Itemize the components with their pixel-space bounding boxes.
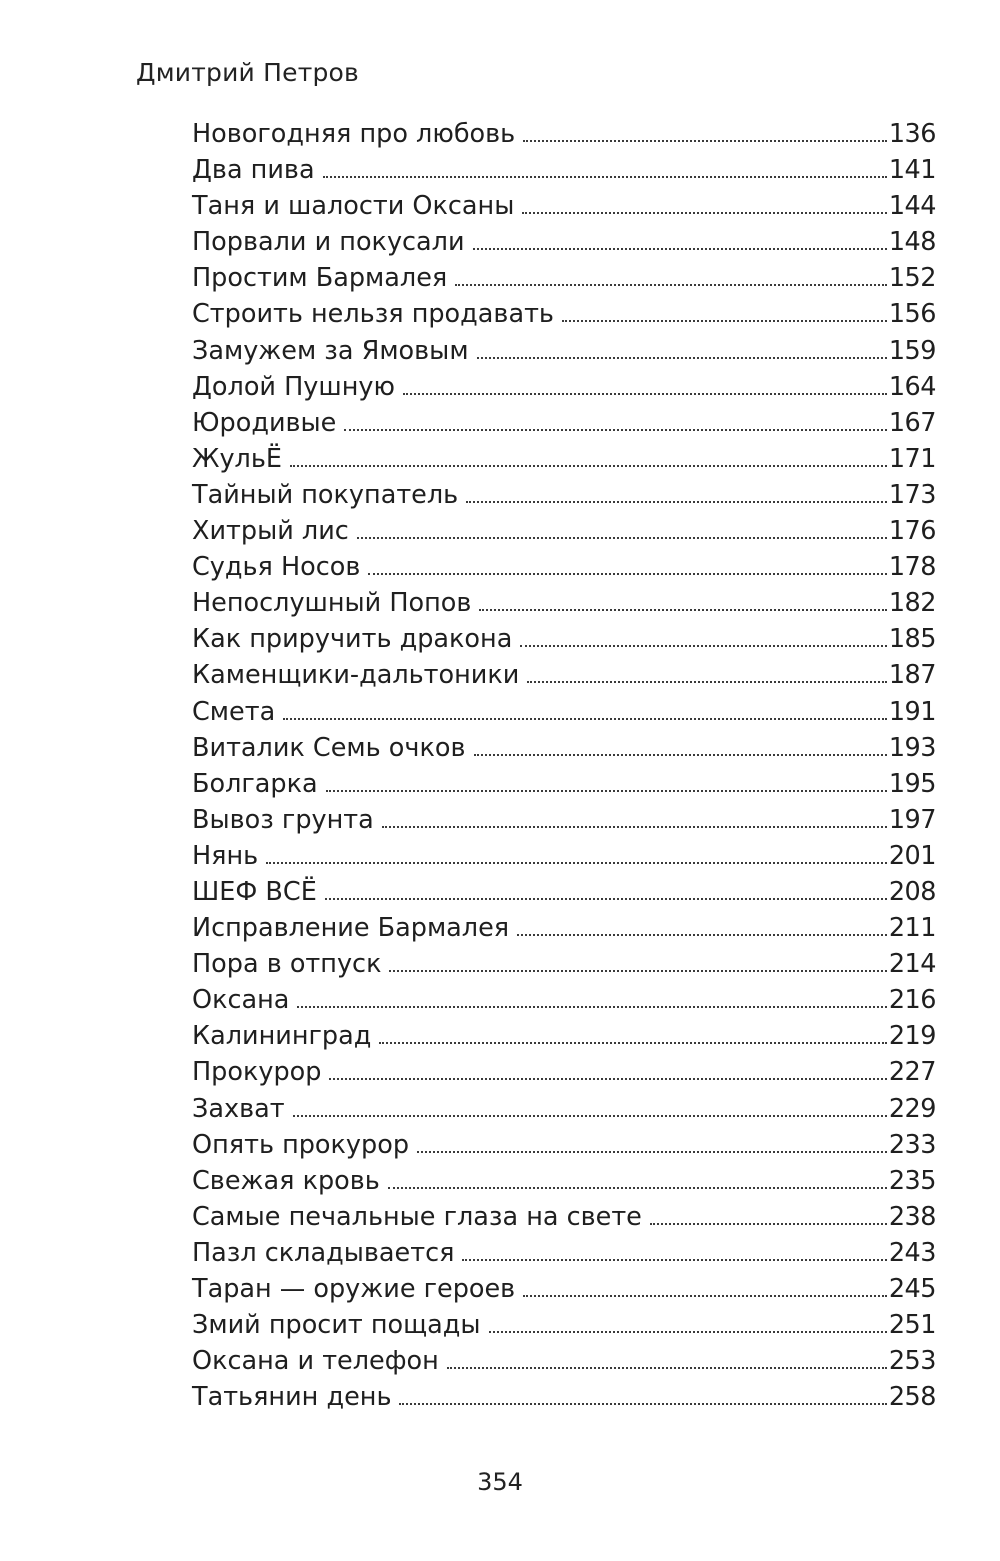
toc-entry [192,982,936,1018]
toc-entry [192,1199,936,1235]
toc-dot-leader [389,970,886,972]
toc-entry-title: Опять прокурор [192,1129,409,1160]
toc-dot-leader [344,429,886,431]
toc-dot-leader [399,1403,886,1405]
toc-entry-title: ЖульЁ [192,443,282,474]
toc-dot-leader [325,898,887,900]
toc-dot-leader [522,212,886,214]
toc-entry-title: Виталик Семь очков [192,732,466,763]
toc-entry-page: 148 [888,227,936,258]
toc-entry-title: Змий просит пощады [192,1310,481,1341]
toc-dot-leader [527,681,886,683]
toc-dot-leader [489,1331,887,1333]
toc-dot-leader [329,1078,886,1080]
toc-entry-page: 245 [888,1274,936,1304]
toc-entry-page: 216 [888,985,936,1016]
toc-entry [192,766,936,802]
toc-dot-leader [562,320,887,322]
toc-dot-leader [466,501,887,503]
toc-entry-page: 173 [888,479,936,510]
toc-entry [192,1307,936,1343]
toc-entry-page: 182 [888,588,936,619]
toc-entry-page: 156 [888,299,936,330]
toc-entry-page: 233 [888,1129,936,1160]
toc-entry [192,657,936,693]
toc-entry-title: Пора в отпуск [192,949,382,980]
toc-entry [192,730,936,766]
toc-entry-page: 227 [888,1057,936,1088]
toc-entry [192,405,936,441]
toc-dot-leader [283,718,887,720]
toc-entry-title: Вывоз грунта [192,804,374,835]
toc-entry-page: 197 [888,804,936,835]
toc-entry-page: 152 [888,263,936,294]
toc-entry [192,116,936,152]
toc-dot-leader [447,1367,887,1369]
toc-entry-page: 258 [888,1382,936,1413]
toc-entry [192,369,936,405]
toc-entry-title: Смета [192,696,276,727]
toc-entry [192,1054,936,1090]
toc-entry-title: Замужем за Ямовым [192,335,469,366]
toc-entry [192,802,936,838]
toc-dot-leader [357,537,887,539]
toc-entry-title: Оксана и телефон [192,1346,439,1377]
toc-entry [192,874,936,910]
toc-entry-title: Захват [192,1093,285,1124]
toc-entry-title: Нянь [192,840,259,871]
toc-entry-title: Тайный покупатель [192,479,459,510]
toc-entry-title: Хитрый лис [192,516,349,547]
toc-entry [192,188,936,224]
toc-entry-page: 211 [888,913,936,944]
toc-entry-page: 176 [888,516,936,547]
toc-dot-leader [462,1259,886,1261]
toc-dot-leader [474,754,887,756]
table-of-contents [192,116,936,1415]
toc-entry-page: 251 [888,1310,936,1341]
toc-entry-title: Таня и шалости Оксаны [192,191,515,222]
toc-entry-page: 238 [888,1201,936,1232]
toc-dot-leader [417,1151,887,1153]
toc-entry-page: 185 [888,624,936,655]
toc-dot-leader [650,1223,887,1225]
toc-entry-page: 167 [888,407,936,438]
toc-entry [192,1271,936,1307]
toc-dot-leader [477,357,887,359]
running-header-author: Дмитрий Петров [136,58,359,87]
toc-entry-title: Два пива [192,155,315,186]
toc-entry [192,477,936,513]
toc-entry-page: 141 [888,155,936,186]
toc-entry-title: Самые печальные глаза на свете [192,1201,642,1232]
toc-entry-title: Порвали и покусали [192,227,465,258]
toc-entry-title: Свежая кровь [192,1165,380,1196]
toc-dot-leader [266,862,887,864]
toc-entry-page: 229 [888,1093,936,1124]
toc-dot-leader [455,284,887,286]
toc-entry-page: 253 [888,1346,936,1377]
toc-dot-leader [326,790,887,792]
toc-entry-page: 235 [888,1165,936,1196]
toc-entry-page: 191 [888,696,936,727]
toc-dot-leader [523,140,887,142]
toc-entry [192,838,936,874]
toc-dot-leader [388,1187,887,1189]
toc-entry [192,1235,936,1271]
toc-entry [192,910,936,946]
toc-entry-page: 214 [888,949,936,980]
toc-entry-page: 178 [888,552,936,583]
toc-entry-page: 171 [888,443,936,474]
toc-entry-page: 208 [888,876,936,907]
toc-entry-page: 201 [888,840,936,871]
toc-entry-title: Новогодняя про любовь [192,119,516,149]
toc-entry [192,224,936,260]
toc-entry-title: Пазл складывается [192,1237,455,1268]
toc-entry-title: Непослушный Попов [192,588,472,619]
toc-entry-title: Простим Бармалея [192,263,448,294]
toc-entry-page: 219 [888,1021,936,1052]
toc-entry-page: 159 [888,335,936,366]
toc-entry-page: 144 [888,191,936,222]
toc-entry [192,549,936,585]
toc-entry [192,260,936,296]
toc-entry [192,1343,936,1379]
toc-entry-title: Исправление Бармалея [192,913,510,944]
toc-entry [192,585,936,621]
toc-entry-title: Болгарка [192,768,318,799]
toc-dot-leader [297,1006,886,1008]
toc-dot-leader [290,465,887,467]
toc-dot-leader [368,573,886,575]
toc-entry [192,621,936,657]
toc-entry-page: 187 [888,660,936,691]
toc-entry [192,296,936,332]
toc-entry-page: 193 [888,732,936,763]
toc-dot-leader [479,609,886,611]
toc-entry-page: 243 [888,1237,936,1268]
toc-entry-title: Оксана [192,985,290,1016]
toc-entry [192,152,936,188]
toc-dot-leader [323,176,887,178]
toc-entry [192,1091,936,1127]
toc-entry-title: Таран — оружие героев [192,1274,516,1304]
toc-entry-title: Судья Носов [192,552,361,583]
toc-entry [192,1018,936,1054]
toc-entry-title: Прокурор [192,1057,322,1088]
toc-entry-page: 195 [888,768,936,799]
toc-entry [192,1379,936,1415]
toc-entry [192,946,936,982]
toc-entry [192,513,936,549]
toc-entry-title: ШЕФ ВСЁ [192,876,317,907]
toc-dot-leader [520,645,887,647]
toc-entry [192,1127,936,1163]
toc-entry-title: Юродивые [192,407,337,438]
toc-entry-title: Строить нельзя продавать [192,299,554,330]
page-number: 354 [477,1468,523,1496]
toc-entry [192,694,936,730]
toc-entry [192,441,936,477]
toc-entry-page: 136 [888,119,936,149]
toc-entry [192,1163,936,1199]
toc-dot-leader [523,1295,887,1297]
toc-dot-leader [517,934,887,936]
toc-entry-title: Как приручить дракона [192,624,513,655]
toc-dot-leader [293,1115,887,1117]
toc-entry-title: Татьянин день [192,1382,392,1413]
toc-dot-leader [473,248,887,250]
toc-dot-leader [403,393,887,395]
toc-entry [192,333,936,369]
toc-entry-title: Долой Пушную [192,371,395,402]
toc-entry-title: Калининград [192,1021,372,1052]
toc-entry-title: Каменщики-дальтоники [192,660,520,691]
toc-dot-leader [379,1042,886,1044]
toc-dot-leader [382,826,887,828]
toc-entry-page: 164 [888,371,936,402]
